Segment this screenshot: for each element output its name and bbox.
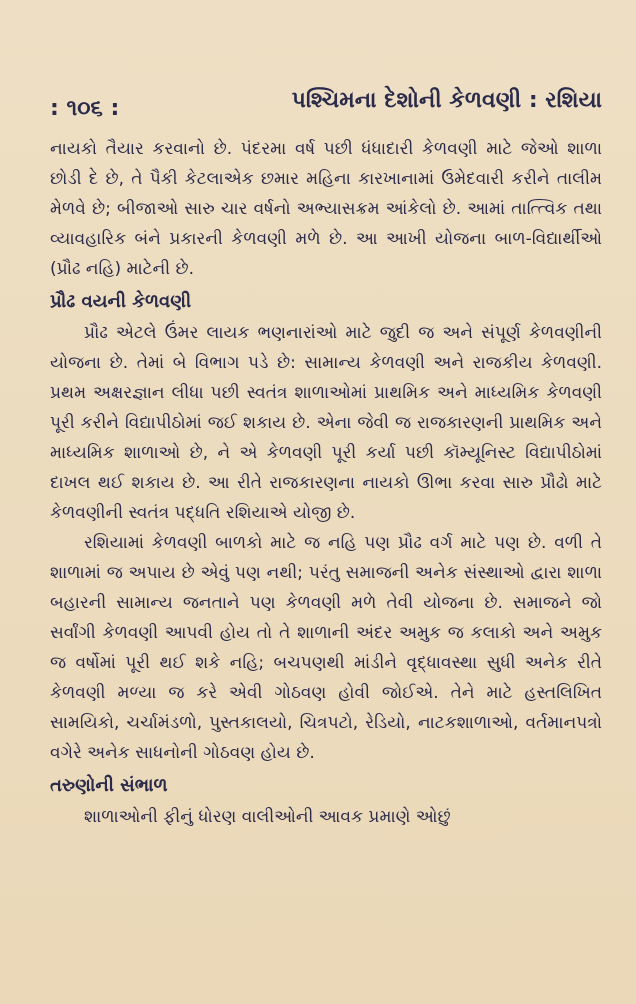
running-head: પશ્ચિમના દેશોની કેળવણી : રશિયા — [291, 88, 602, 113]
paragraph: રશિયામાં કેળવણી બાળકો માટે જ નહિ પણ પ્રૌઢ વર્ગ માટે પણ છે. વળી તે શાળામાં જ અપાય છે એવું પણ નથી; પરંતુ સમાજની અનેક સંસ્થાઓ દ્વારા શાળા બહારની સામાન્ય જનતાને પણ કેળવણી મળે તેવી યોજના છે. સમાજને જો સર્વાંગી કેળવણી આપવી હોય તો તે શાળાની અંદર અમુક જ કલાકો અને અમુક જ વર્ષોમાં પૂરી થઈ શકે નહિ; બચપણથી માંડીને વૃદ્ધાવસ્થા સુધી અનેક રીતે કેળવણી મળ્યા જ કરે એવી ગોઠવણ હોવી જોઈએ. તેને માટે હસ્તલિખિત સામયિકો, ચર્ચામંડળો, પુસ્તકાલયો, ચિત્રપટો, રેડિયો, નાટકશાળાઓ, વર્તમાનપત્રો વગેરે અનેક સાધનોની ગોઠવણ હોય છે. — [50, 533, 602, 763]
section-heading: પ્રૌઢ વયની કેળવણી — [50, 291, 192, 312]
page-number: : ૧૦૬ : — [50, 96, 120, 121]
page-header — [50, 88, 602, 128]
page-body — [50, 134, 602, 832]
paragraph: નાયકો તૈયાર કરવાનો છે. પંદરમા વર્ષ પછી ધંધાદારી કેળવણી માટે જેઓ શાળા છોડી દે છે, તે પૈકી કેટલાએક છમાર મહિના કારખાનામાં ઉમેદવારી કરીને તાલીમ મેળવે છે; બીજાઓ સારુ ચાર વર્ષનો અભ્યાસક્રમ આંકેલો છે. આમાં તાત્ત્વિક તથા વ્યાવહારિક બંને પ્રકારની કેળવણી મળે છે. આ આખી યોજના બાળ-વિદ્યાર્થીઓ (પ્રૌઢ નહિ) માટેની છે. — [50, 139, 602, 279]
paragraph: પ્રૌઢ એટલે ઉંમર લાયક ભણનારાંઓ માટે જુદી જ અને સંપૂર્ણ કેળવણીની યોજના છે. તેમાં બે વિભાગ પડે છે: સામાન્ય કેળવણી અને રાજકીય કેળવણી. પ્રથમ અક્ષરજ્ઞાન લીધા પછી સ્વતંત્ર શાળાઓમાં પ્રાથમિક અને માધ્યમિક કેળવણી પૂરી કરીને વિદ્યાપીઠોમાં જઈ શકાય છે. એના જેવી જ રાજકારણની પ્રાથમિક અને માધ્યમિક શાળાઓ છે, ને એ કેળવણી પૂરી કર્યા પછી કૉમ્યૂનિસ્ટ વિદ્યાપીઠોમાં દાખલ થઈ શકાય છે. આ રીતે રાજકારણના નાયકો ઊભા કરવા સારુ પ્રૌઢો માટે કેળવણીની સ્વતંત્ર પદ્ધતિ રશિયાએ યોજી છે. — [50, 323, 602, 523]
paragraph: શાળાઓની ફીનું ધોરણ વાલીઓની આવક પ્રમાણે ઓછું — [84, 807, 451, 827]
section-heading: તરુણોની સંભાળ — [50, 775, 168, 796]
